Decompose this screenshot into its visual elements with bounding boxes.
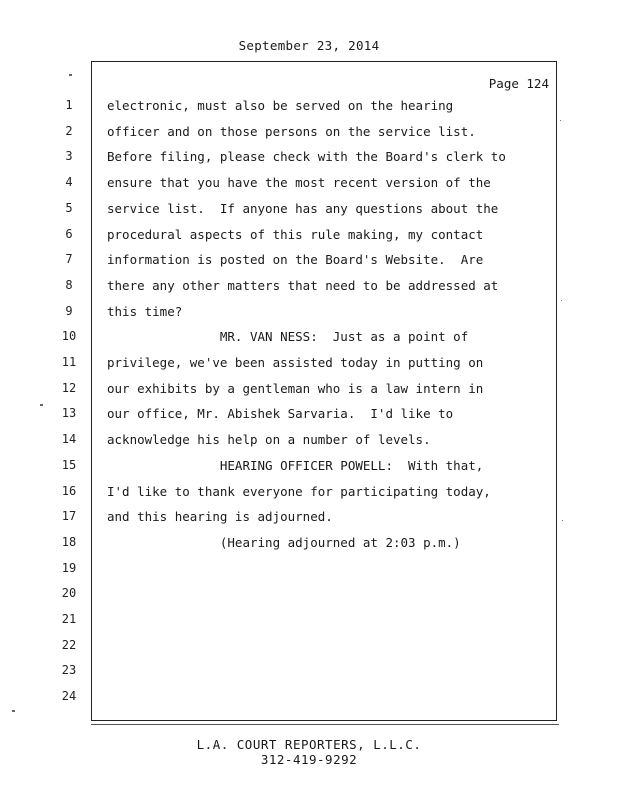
- transcript-line-text: Before filing, please check with the Board's clerk to: [107, 149, 506, 164]
- line-number: 12: [61, 381, 77, 395]
- transcript-line-text: HEARING OFFICER POWELL: With that,: [107, 458, 484, 473]
- transcript-line-text: this time?: [107, 304, 183, 319]
- line-number: 2: [65, 124, 73, 138]
- line-number: 16: [61, 484, 77, 498]
- transcript-line-text: our exhibits by a gentleman who is a law intern in: [107, 381, 484, 396]
- line-number: 19: [61, 561, 77, 575]
- transcript-line-text: officer and on those persons on the service list.: [107, 124, 476, 139]
- transcript-line-text: information is posted on the Board's Website. Are: [107, 252, 484, 267]
- line-number: 18: [61, 535, 77, 549]
- line-number: 5: [65, 201, 73, 215]
- transcript-line-text: and this hearing is adjourned.: [107, 509, 333, 524]
- transcript-line-text: acknowledge his help on a number of levels.: [107, 432, 431, 447]
- transcript-line-text: service list. If anyone has any questions about the: [107, 201, 499, 216]
- line-number: 21: [61, 612, 77, 626]
- scan-speck: [560, 120, 561, 121]
- line-number: 1: [65, 98, 73, 112]
- footer-company: L.A. COURT REPORTERS, L.L.C.: [196, 737, 422, 752]
- transcript-line-text: (Hearing adjourned at 2:03 p.m.): [107, 535, 461, 550]
- footer-phone: 312-419-9292: [260, 752, 358, 767]
- footer-rule: [91, 724, 559, 725]
- scan-speck: [12, 710, 15, 712]
- line-number: 3: [65, 149, 73, 163]
- scan-speck: [69, 74, 72, 76]
- scan-speck: [561, 300, 562, 301]
- scan-speck: [40, 404, 43, 406]
- page-number: Page 124: [488, 76, 549, 91]
- transcript-line-text: MR. VAN NESS: Just as a point of: [107, 329, 469, 344]
- line-number: 22: [61, 638, 77, 652]
- line-number: 15: [61, 458, 77, 472]
- line-number: 20: [61, 586, 77, 600]
- line-number: 6: [65, 227, 73, 241]
- line-number: 10: [61, 329, 77, 343]
- line-number: 4: [65, 175, 73, 189]
- line-number: 7: [65, 252, 73, 266]
- line-number: 11: [61, 355, 77, 369]
- line-number: 14: [61, 432, 77, 446]
- line-number: 24: [61, 689, 77, 703]
- transcript-line-text: I'd like to thank everyone for participating today,: [107, 484, 491, 499]
- line-number: 17: [61, 509, 77, 523]
- transcript-line-text: privilege, we've been assisted today in putting on: [107, 355, 484, 370]
- scan-speck: [562, 520, 563, 521]
- transcript-line-text: electronic, must also be served on the hearing: [107, 98, 454, 113]
- line-number: 23: [61, 663, 77, 677]
- transcript-line-text: our office, Mr. Abishek Sarvaria. I'd like to: [107, 406, 454, 421]
- line-number: 8: [65, 278, 73, 292]
- page-header-date: September 23, 2014: [238, 38, 380, 53]
- transcript-line-text: procedural aspects of this rule making, my contact: [107, 227, 484, 242]
- transcript-line-text: there any other matters that need to be addressed at: [107, 278, 499, 293]
- line-number: 9: [65, 304, 73, 318]
- line-number: 13: [61, 406, 77, 420]
- transcript-line-text: ensure that you have the most recent version of the: [107, 175, 491, 190]
